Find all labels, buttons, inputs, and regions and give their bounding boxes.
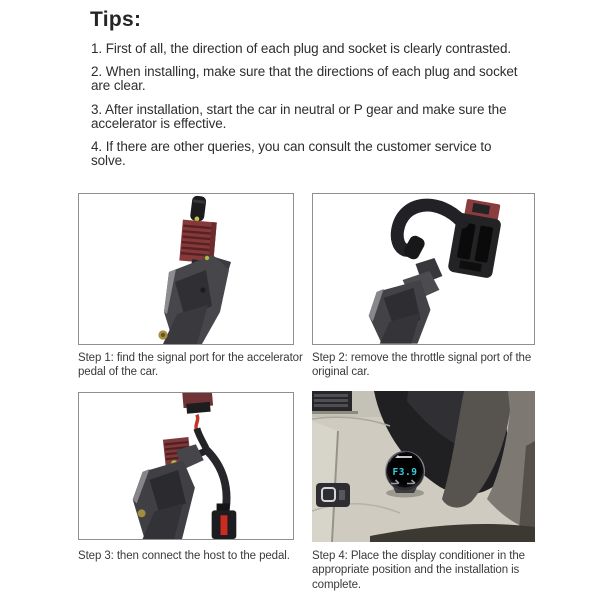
dashboard-scene-illustration	[312, 391, 535, 542]
step1-caption: Step 1: find the signal port for the accelerator pedal of the car.	[78, 352, 303, 379]
page-title: Tips:	[90, 8, 142, 31]
step3-photo-host-connected	[78, 392, 294, 540]
step2-photo-port-removed	[312, 193, 535, 345]
tip-item-2: 2. When installing, make sure that the directions of each plug and socket are clear.	[91, 64, 518, 94]
step4-caption: Step 4: Place the display conditioner in the appropriate position and the installation is complete.	[312, 550, 525, 591]
step1-photo-pedal-signal-port	[78, 193, 294, 345]
display-conditioner-device	[385, 451, 425, 498]
window-switch-icon	[316, 483, 350, 507]
tips-list	[91, 42, 528, 177]
tip-item-3: 3. After installation, start the car in neutral or P gear and make sure the accelerator is effective.	[91, 101, 507, 131]
pedal-with-signal-port-illustration	[79, 194, 293, 344]
unplugged-connector-illustration	[313, 194, 534, 344]
tip-item-4: 4. If there are other queries, you can consult the customer service to solve.	[91, 138, 492, 169]
tip-item-1: 1. First of all, the direction of each plug and socket is clearly contrasted.	[91, 41, 512, 56]
air-vent-icon	[312, 391, 358, 414]
step2-caption: Step 2: remove the throttle signal port of the original car.	[312, 352, 532, 379]
host-harness-illustration	[79, 393, 293, 539]
device-display-value: F3.9	[392, 467, 418, 478]
step4-photo-display-installed	[312, 391, 535, 542]
step3-caption: Step 3: then connect the host to the pedal.	[78, 550, 290, 562]
